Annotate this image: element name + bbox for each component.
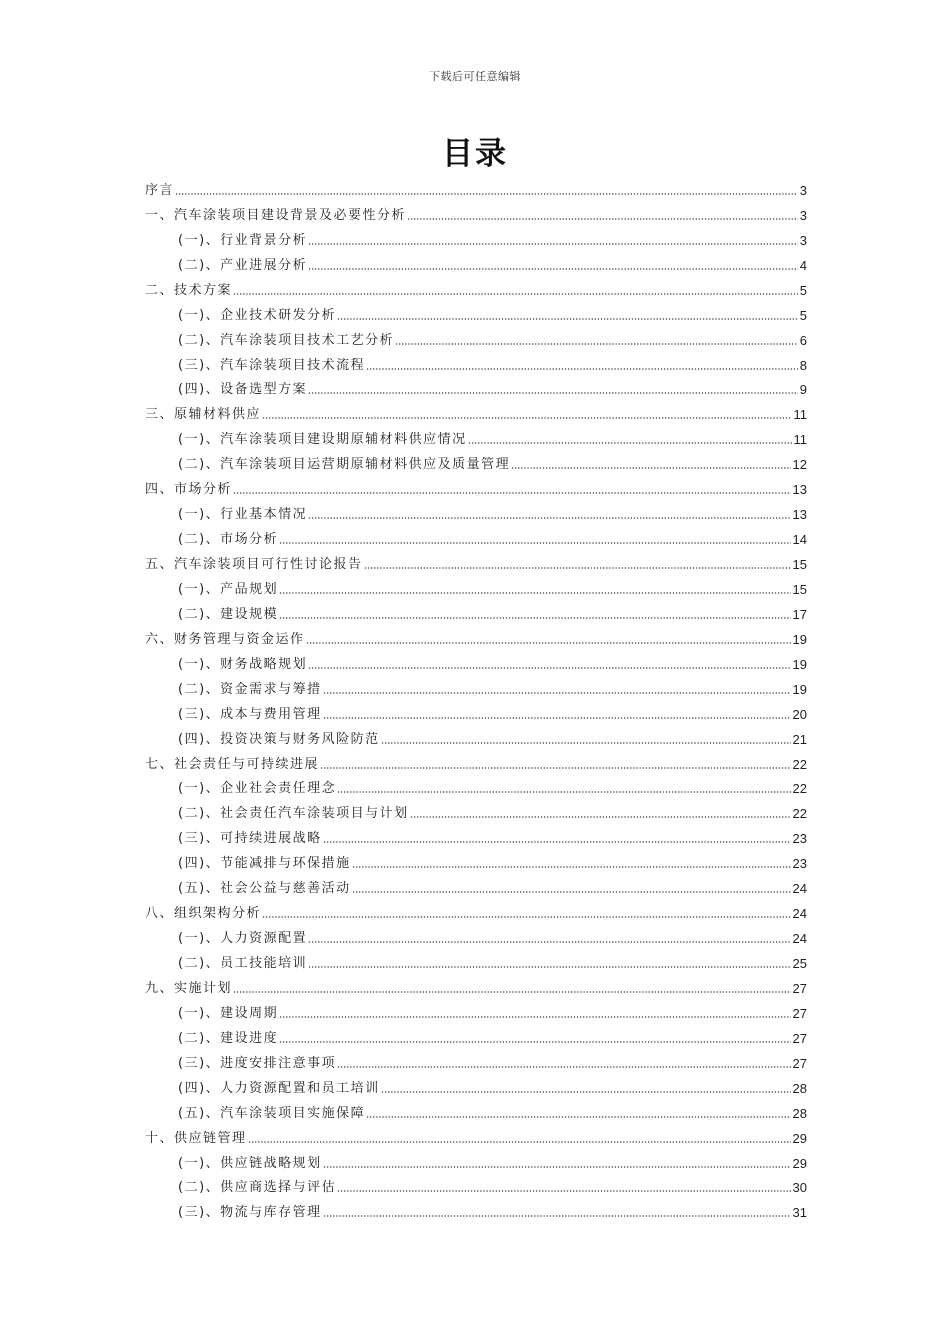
toc-entry[interactable] — [145, 1098, 807, 1123]
toc-entry[interactable] — [145, 449, 807, 474]
toc-entry-page-number: 27 — [792, 1005, 807, 1021]
toc-entry-label: (一)、产品规划 — [178, 581, 279, 597]
toc-entry[interactable] — [145, 474, 807, 499]
toc-entry-label: (二)、产业进展分析 — [178, 257, 308, 273]
toc-entry[interactable] — [145, 175, 807, 200]
toc-entry-label: (三)、物流与库存管理 — [178, 1205, 322, 1221]
toc-entry-label: (三)、成本与费用管理 — [178, 706, 322, 722]
toc-entry[interactable] — [145, 1173, 807, 1198]
toc-dot-leader — [262, 915, 791, 919]
toc-entry[interactable] — [145, 798, 807, 823]
toc-dot-leader — [381, 1090, 791, 1094]
toc-entry-page-number: 13 — [792, 507, 807, 523]
toc-entry[interactable] — [145, 848, 807, 873]
toc-entry-page-number: 14 — [792, 532, 807, 548]
toc-entry-page-number: 28 — [792, 1080, 807, 1096]
toc-entry-page-number: 24 — [792, 931, 807, 947]
toc-entry[interactable] — [145, 948, 807, 973]
toc-entry[interactable] — [145, 350, 807, 375]
toc-dot-leader — [381, 741, 791, 745]
toc-dot-leader — [308, 267, 798, 271]
toc-entry-page-number: 24 — [792, 906, 807, 922]
toc-dot-leader — [233, 990, 791, 994]
toc-entry[interactable] — [145, 1048, 807, 1073]
toc-entry[interactable] — [145, 225, 807, 250]
header-note: 下载后可任意编辑 — [429, 70, 521, 83]
toc-dot-leader — [323, 840, 791, 844]
page-title: 目录 — [442, 136, 508, 172]
toc-entry-page-number: 22 — [792, 806, 807, 822]
toc-entry-label: (二)、社会责任汽车涂装项目与计划 — [178, 806, 409, 822]
toc-dot-leader — [337, 317, 798, 321]
toc-entry-label: (一)、人力资源配置 — [178, 931, 308, 947]
toc-entry-label: (二)、建设规模 — [178, 606, 279, 622]
toc-dot-leader — [468, 441, 792, 445]
toc-entry[interactable] — [145, 275, 807, 300]
toc-entry-page-number: 27 — [792, 980, 807, 996]
toc-dot-leader — [175, 192, 798, 196]
toc-entry-label: (二)、汽车涂装项目运营期原辅材料供应及质量管理 — [178, 457, 511, 473]
toc-dot-leader — [337, 1189, 790, 1193]
toc-dot-leader — [323, 1214, 791, 1218]
toc-entry-page-number: 3 — [799, 207, 807, 223]
toc-entry-page-number: 21 — [792, 731, 807, 747]
toc-dot-leader — [308, 391, 798, 395]
toc-dot-leader — [308, 965, 790, 969]
toc-entry-page-number: 22 — [792, 781, 807, 797]
toc-entry-label: (二)、供应商选择与评估 — [178, 1180, 337, 1196]
toc-entry-page-number: 23 — [792, 856, 807, 872]
toc-entry-label: (三)、进度安排注意事项 — [178, 1055, 337, 1071]
toc-entry-label: (一)、财务战略规划 — [178, 656, 308, 672]
toc-entry-label: 三、原辅材料供应 — [145, 407, 262, 423]
toc-entry-page-number: 19 — [792, 681, 807, 697]
toc-entry[interactable] — [145, 774, 807, 799]
toc-dot-leader — [511, 466, 790, 470]
toc-dot-leader — [323, 716, 791, 720]
toc-dot-leader — [248, 1140, 791, 1144]
toc-dot-leader — [279, 1040, 790, 1044]
toc-entry-page-number: 20 — [792, 706, 807, 722]
toc-dot-leader — [308, 516, 790, 520]
toc-entry-label: 五、汽车涂装项目可行性讨论报告 — [145, 557, 363, 572]
toc-entry-page-number: 30 — [792, 1180, 807, 1196]
toc-entry-page-number: 3 — [799, 182, 807, 198]
toc-entry-page-number: 25 — [792, 956, 807, 971]
toc-dot-leader — [308, 666, 790, 670]
toc-entry-page-number: 23 — [792, 831, 807, 847]
toc-entry-label: (四)、人力资源配置和员工培训 — [178, 1080, 380, 1096]
toc-entry-page-number: 31 — [792, 1205, 807, 1221]
toc-entry[interactable] — [145, 724, 807, 749]
toc-entry-label: 序言 — [145, 182, 175, 198]
toc-dot-leader — [279, 616, 790, 620]
toc-dot-leader — [366, 367, 798, 371]
toc-dot-leader — [233, 491, 791, 495]
toc-entry[interactable] — [145, 998, 807, 1023]
toc-entry-label: (一)、建设周期 — [178, 1005, 279, 1021]
toc-entry-label: (二)、员工技能培训 — [178, 956, 308, 971]
toc-entry[interactable] — [145, 1148, 807, 1173]
toc-entry[interactable] — [145, 873, 807, 898]
toc-dot-leader — [279, 1015, 790, 1019]
toc-entry-label: 四、市场分析 — [145, 482, 233, 498]
toc-dot-leader — [323, 1165, 791, 1169]
toc-dot-leader — [320, 766, 791, 770]
toc-entry[interactable] — [145, 599, 807, 624]
toc-entry-page-number: 15 — [792, 581, 807, 597]
toc-entry[interactable] — [145, 499, 807, 524]
table-of-contents — [145, 175, 807, 1222]
toc-entry-page-number: 11 — [793, 407, 807, 423]
toc-dot-leader — [323, 691, 791, 695]
toc-entry-label: (五)、汽车涂装项目实施保障 — [178, 1105, 366, 1121]
toc-entry-page-number: 22 — [792, 756, 807, 772]
toc-entry-label: (三)、汽车涂装项目技术流程 — [178, 357, 366, 373]
toc-entry-page-number: 9 — [799, 382, 807, 398]
toc-entry-page-number: 19 — [792, 631, 807, 647]
toc-dot-leader — [279, 541, 790, 545]
toc-entry-page-number: 29 — [792, 1130, 807, 1146]
toc-entry-page-number: 13 — [792, 482, 807, 498]
toc-entry[interactable] — [145, 399, 807, 424]
toc-entry-page-number: 28 — [792, 1105, 807, 1121]
toc-entry[interactable] — [145, 1123, 807, 1148]
toc-entry[interactable] — [145, 200, 807, 225]
toc-dot-leader — [262, 416, 791, 420]
toc-entry[interactable] — [145, 300, 807, 325]
toc-dot-leader — [279, 591, 790, 595]
toc-entry-label: 一、汽车涂装项目建设背景及必要性分析 — [145, 207, 407, 223]
toc-entry-page-number: 4 — [799, 257, 807, 273]
toc-entry[interactable] — [145, 898, 807, 923]
toc-entry-label: (一)、企业社会责任理念 — [178, 781, 337, 797]
toc-entry-page-number: 3 — [799, 232, 807, 248]
toc-entry[interactable] — [145, 549, 807, 574]
toc-dot-leader — [366, 1115, 790, 1119]
toc-entry-page-number: 12 — [792, 457, 807, 473]
toc-entry-label: (二)、市场分析 — [178, 532, 279, 548]
toc-dot-leader — [337, 1065, 790, 1069]
toc-entry[interactable] — [145, 923, 807, 948]
toc-entry[interactable] — [145, 624, 807, 649]
toc-dot-leader — [395, 342, 798, 346]
toc-entry[interactable] — [145, 375, 807, 400]
toc-entry[interactable] — [145, 699, 807, 724]
toc-entry[interactable] — [145, 325, 807, 350]
toc-dot-leader — [364, 566, 791, 570]
toc-entry[interactable] — [145, 823, 807, 848]
toc-entry[interactable] — [145, 1023, 807, 1048]
toc-entry-label: 二、技术方案 — [145, 282, 233, 298]
toc-entry-label: (一)、供应链战略规划 — [178, 1155, 322, 1171]
toc-entry[interactable] — [145, 749, 807, 774]
toc-entry-page-number: 27 — [792, 1030, 807, 1046]
toc-entry[interactable] — [145, 973, 807, 998]
toc-entry-label: (一)、企业技术研发分析 — [178, 307, 337, 323]
toc-dot-leader — [407, 217, 798, 221]
toc-entry-page-number: 5 — [799, 282, 807, 298]
toc-dot-leader — [233, 292, 798, 296]
toc-entry-label: 六、财务管理与资金运作 — [145, 631, 305, 647]
toc-entry[interactable] — [145, 674, 807, 699]
toc-entry-label: (二)、资金需求与筹措 — [178, 681, 322, 697]
toc-entry[interactable] — [145, 1197, 807, 1222]
toc-entry-label: (四)、节能减排与环保措施 — [178, 856, 351, 872]
toc-entry[interactable] — [145, 574, 807, 599]
toc-dot-leader — [308, 242, 798, 246]
toc-dot-leader — [410, 815, 791, 819]
toc-entry[interactable] — [145, 649, 807, 674]
toc-entry-label: (二)、建设进度 — [178, 1030, 279, 1046]
toc-entry-page-number: 15 — [792, 557, 807, 572]
toc-entry-label: (三)、可持续进展战略 — [178, 831, 322, 847]
toc-entry-page-number: 5 — [799, 307, 807, 323]
toc-entry-page-number: 19 — [792, 656, 807, 672]
toc-entry-label: (一)、行业背景分析 — [178, 232, 308, 248]
toc-dot-leader — [306, 641, 791, 645]
toc-entry-label: (四)、投资决策与财务风险防范 — [178, 731, 380, 747]
toc-dot-leader — [308, 940, 790, 944]
toc-dot-leader — [352, 865, 791, 869]
toc-entry-page-number: 6 — [799, 332, 807, 348]
toc-entry[interactable] — [145, 524, 807, 549]
toc-entry-label: 八、组织架构分析 — [145, 906, 262, 922]
toc-entry[interactable] — [145, 1073, 807, 1098]
toc-entry-label: (四)、设备选型方案 — [178, 382, 308, 398]
toc-entry-label: 七、社会责任与可持续进展 — [145, 756, 320, 772]
toc-entry-page-number: 29 — [792, 1155, 807, 1171]
toc-entry-label: (一)、行业基本情况 — [178, 507, 308, 523]
toc-entry-page-number: 8 — [799, 357, 807, 373]
toc-entry-page-number: 24 — [792, 881, 807, 897]
toc-entry-page-number: 17 — [792, 606, 807, 622]
toc-entry[interactable] — [145, 250, 807, 275]
toc-dot-leader — [352, 890, 791, 894]
toc-entry-label: 九、实施计划 — [145, 980, 233, 996]
toc-entry-page-number: 27 — [792, 1055, 807, 1071]
toc-entry-label: (一)、汽车涂装项目建设期原辅材料供应情况 — [178, 432, 467, 448]
toc-dot-leader — [337, 790, 790, 794]
toc-entry[interactable] — [145, 424, 807, 449]
toc-entry-label: 十、供应链管理 — [145, 1130, 247, 1146]
toc-entry-label: (二)、汽车涂装项目技术工艺分析 — [178, 332, 395, 348]
toc-entry-label: (五)、社会公益与慈善活动 — [178, 881, 351, 897]
toc-entry-page-number: 11 — [793, 432, 807, 448]
